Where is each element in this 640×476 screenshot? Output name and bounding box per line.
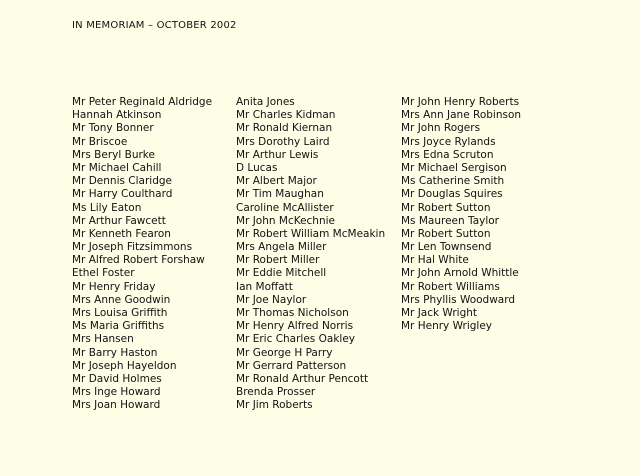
name-entry: Mrs Beryl Burke (72, 148, 155, 161)
name-entry: Mr Peter Reginald Aldridge (72, 96, 213, 108)
page-title: IN MEMORIAM – OCTOBER 2002 (72, 20, 237, 31)
name-entry: Mr Robert Sutton (401, 201, 491, 214)
name-entry: Mrs Hansen (72, 333, 134, 346)
name-entry: Mr Charles Kidman (236, 109, 336, 122)
name-entry: Mr Robert Sutton (401, 227, 491, 240)
name-entry: Mr Dennis Claridge (72, 175, 173, 188)
name-entry: Mr Tim Maughan (236, 188, 324, 201)
name-entry: Mr Albert Major (236, 175, 317, 188)
name-entry: Mr Robert Miller (236, 254, 320, 267)
name-entry: Ms Lily Eaton (72, 201, 142, 214)
name-entry: Mrs Joan Howard (72, 399, 161, 412)
name-entry: Mr Arthur Fawcett (72, 214, 166, 227)
name-entry: Brenda Prosser (236, 386, 316, 399)
name-entry: Mr David Holmes (72, 372, 162, 385)
name-entry: Mr John Arnold Whittle (401, 267, 519, 280)
name-entry: Mr Arthur Lewis (236, 148, 319, 161)
name-entry: Mrs Louisa Griffith (72, 307, 168, 319)
name-entry: Mr Gerrard Patterson (236, 359, 347, 372)
name-entry: Mr Eric Charles Oakley (236, 333, 355, 346)
name-entry: Mr Jim Roberts (236, 399, 313, 412)
name-entry: Ms Maureen Taylor (401, 214, 499, 227)
names-column-3 (401, 96, 521, 333)
name-entry: Mrs Angela Miller (236, 241, 327, 254)
name-entry: Mr Briscoe (72, 135, 128, 148)
name-entry: Mr Len Townsend (401, 241, 492, 254)
name-entry: Mr Robert William McMeakin (236, 227, 386, 240)
name-entry: Mr Kenneth Fearon (72, 227, 171, 240)
name-entry: Mr Barry Haston (72, 346, 158, 359)
name-entry: Ms Maria Griffiths (72, 320, 165, 333)
name-entry: Mrs Phyllis Woodward (401, 293, 516, 306)
name-entry: Mrs Anne Goodwin (72, 293, 171, 306)
name-entry: Mr John Rogers (401, 122, 481, 135)
name-entry: Mr Jack Wright (401, 307, 478, 319)
name-entry: D Lucas (236, 161, 278, 174)
name-entry: Mr Tony Bonner (72, 122, 154, 135)
name-entry: Mr Henry Friday (72, 280, 156, 293)
name-entry: Ian Moffatt (236, 280, 293, 293)
names-column-2 (236, 96, 385, 413)
name-entry: Anita Jones (236, 96, 295, 108)
name-entry: Hannah Atkinson (72, 109, 162, 122)
name-entry: Mr Douglas Squires (401, 188, 503, 201)
name-entry: Mrs Edna Scruton (401, 148, 494, 161)
name-entry: Mr Harry Coulthard (72, 188, 173, 201)
name-entry: Mrs Joyce Rylands (401, 135, 496, 148)
name-entry: Mr Hal White (401, 254, 469, 267)
name-entry: Mr John McKechnie (236, 214, 335, 227)
name-entry: Mr Alfred Robert Forshaw (72, 254, 205, 267)
names-column-1 (72, 96, 212, 413)
name-entry: Mr Joseph Fitzsimmons (72, 241, 193, 254)
name-entry: Mr John Henry Roberts (401, 96, 520, 108)
name-entry: Mr Ronald Arthur Pencott (236, 372, 369, 385)
name-entry: Mr Thomas Nicholson (236, 307, 349, 319)
name-entry: Mrs Dorothy Laird (236, 135, 330, 148)
name-entry: Caroline McAllister (236, 201, 334, 214)
name-entry: Mr Michael Cahill (72, 161, 162, 174)
name-entry: Mrs Ann Jane Robinson (401, 109, 522, 122)
name-entry: Mr George H Parry (236, 346, 333, 359)
name-entry: Mr Eddie Mitchell (236, 267, 327, 280)
name-entry: Mr Joe Naylor (236, 293, 307, 306)
name-entry: Mr Ronald Kiernan (236, 122, 333, 135)
name-entry: Mrs Inge Howard (72, 386, 161, 399)
name-entry: Mr Joseph Hayeldon (72, 359, 177, 372)
name-entry: Ethel Foster (72, 267, 135, 280)
name-entry: Ms Catherine Smith (401, 175, 505, 188)
name-entry: Mr Robert Williams (401, 280, 500, 293)
name-entry: Mr Michael Sergison (401, 161, 507, 174)
name-entry: Mr Henry Wrigley (401, 320, 492, 333)
name-entry: Mr Henry Alfred Norris (236, 320, 354, 333)
